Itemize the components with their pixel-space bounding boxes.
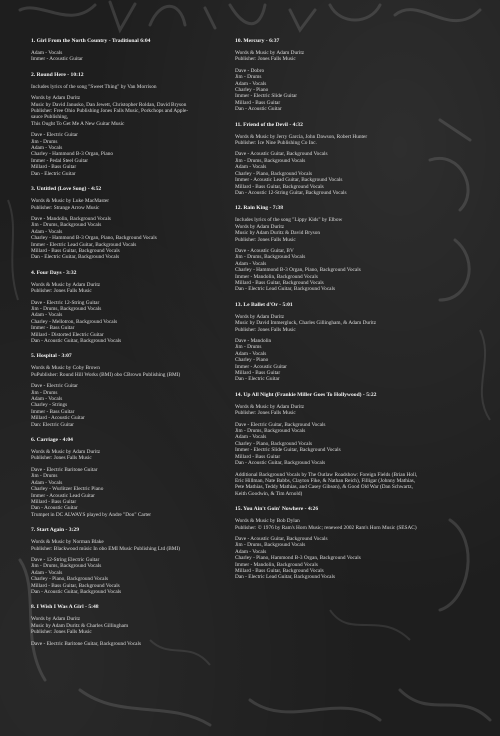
- credit-line: Words & Music by Jerry Garcia, John Dawson, Robert Hunter: [235, 133, 368, 140]
- track-title: 7. Start Again - 3:29: [31, 527, 80, 534]
- credit-line: Music by Adam Duritz & David Bryson: [235, 230, 321, 237]
- credit-line: Immer - Acoustic Lead Guitar: [31, 492, 95, 499]
- track-entry: [235, 122, 475, 197]
- credit-line: Words & Music by Bob Dylan: [235, 518, 300, 525]
- credit-line: Immer - Pedal Steel Guitar: [31, 157, 89, 164]
- track-entry: [31, 270, 227, 345]
- credit-line: Millard - Bass Guitar: [235, 99, 281, 106]
- credit-line: Dave - Mandolin: [235, 338, 272, 344]
- credit-line: Publisher: Ice Nine Publishing Co Inc.: [235, 140, 317, 147]
- credit-line: Immer - Acoustic Lead Guitar, Background Vocals: [235, 177, 343, 184]
- credit-line: Jim - Drums, Background Vocals: [235, 428, 306, 435]
- credit-line: Adam - Vocals: [235, 164, 267, 171]
- credit-line: Charley - Piano, Background Vocals: [31, 576, 109, 583]
- track-title: 5. Hospital - 3:07: [31, 353, 72, 360]
- credit-line: Music by David Janusko, Dan Jewett, Christopher Roldan, David Bryson: [31, 101, 187, 108]
- credit-line: Publisher: Jones Falls Music: [31, 629, 92, 636]
- credit-line: Dave - 12-String Electric Guitar: [31, 556, 100, 563]
- credit-line: Pete Mathias, Teddy Mathias, and Casey Gibson), & Good Old War (Dan Schwartz,: [235, 484, 413, 491]
- credit-line: Keith Goodwin, & Tim Arnold): [235, 490, 303, 497]
- credit-paragraph: [235, 314, 475, 333]
- credit-paragraph: [31, 383, 227, 428]
- credit-paragraph: [235, 151, 475, 196]
- credit-line: Dave - Dobro: [235, 67, 265, 74]
- credit-paragraph: [31, 95, 227, 127]
- track-title: 14. Up All Night (Frankie Miller Goes To Hollywood) - 5:22: [235, 391, 377, 398]
- credit-line: Adam - Vocals: [31, 50, 63, 56]
- credit-paragraph: [235, 518, 475, 531]
- credit-line: Charley - Strings: [31, 402, 68, 409]
- track-entry: [31, 437, 227, 518]
- credit-line: Jim - Drums: [31, 389, 58, 396]
- credit-line: Millard - Bass Guitar: [31, 498, 77, 505]
- credit-line: Words & Music by Adam Duritz: [31, 281, 101, 288]
- track-entry: [235, 506, 475, 581]
- credit-paragraph: [235, 248, 475, 293]
- track-entry: [235, 392, 475, 497]
- credit-line: Immer - Electric Slide Guitar: [235, 93, 298, 100]
- track-title: 11. Friend of the Devil - 4:32: [235, 121, 303, 128]
- credit-paragraph: [235, 338, 475, 383]
- credit-line: Includes lyrics of the song "Sweet Thing" by Van Morrison: [31, 83, 157, 90]
- credit-line: Charley - Piano, Hammond B-3 Organ, Background Vocals: [235, 555, 361, 562]
- credit-line: Dave - Electric Baritone Guitar, Background Vocals: [31, 640, 142, 647]
- credit-line: Millard - Acoustic Guitar: [31, 415, 85, 422]
- credit-line: Millard - Bass Guitar: [31, 164, 77, 171]
- credit-line: Publisher: Free Ohio Publishing Jones Falls Music, Porkchops and Apple-: [31, 108, 189, 115]
- credits-column-left: [31, 38, 227, 656]
- credit-line: Dave - Acoustic Guitar, BV: [235, 247, 294, 254]
- track-entry: [235, 302, 475, 383]
- credit-line: Charley - Hammond B-3 Organ, Piano: [31, 151, 113, 158]
- credit-line: Words & Music by Adam Duritz: [235, 403, 305, 410]
- credit-line: Adam - Vocals: [235, 350, 267, 357]
- credit-line: Dan - Electric Lead Guitar, Background Vocals: [235, 574, 336, 581]
- credit-line: Adam - Vocals: [31, 145, 63, 152]
- track-entry: [31, 186, 227, 261]
- credit-paragraph: [235, 422, 475, 467]
- credit-line: Adam - Vocals: [31, 312, 63, 319]
- track-title: 1. Girl From the North Country - Traditional 6:04: [31, 38, 151, 44]
- credit-line: Dan - Acoustic 12-String Guitar, Background Vocals: [235, 189, 347, 196]
- credit-line: Dave - Acoustic Guitar, Background Vocals: [235, 151, 328, 158]
- credit-paragraph: [235, 472, 475, 498]
- credit-line: Jim - Drums: [235, 74, 262, 81]
- track-title: 3. Untitled (Love Song) - 4:52: [31, 186, 102, 193]
- credit-line: Jim - Drums: [31, 138, 58, 145]
- credit-line: Publisher: Jones Falls Music: [235, 236, 296, 243]
- credit-paragraph: [31, 365, 227, 378]
- track-title: 4. Four Days - 3:32: [31, 269, 77, 276]
- credit-line: Charley - Mellotron, Background Vocals: [31, 318, 118, 325]
- credit-line: Additional Background Vocals by The Outlaw Roadshow: Foreign Fields (Brian Holl,: [235, 471, 418, 478]
- credit-line: Publisher: Blackwood müsic In obo EMI Music Publishing Ltd (BMI): [31, 545, 181, 552]
- credit-line: Words by Adam Duritz: [31, 616, 81, 623]
- credit-line: Charley - Piano: [235, 87, 269, 94]
- credit-line: Charley - Hammond B-3 Organ, Piano, Background Vocals: [31, 235, 157, 242]
- credit-line: Publisher: © 1976 by Ram's Horn Music; renewed 2002 Ram's Horn Music (SESAC): [235, 524, 417, 531]
- credit-line: Charley - Piano: [235, 357, 269, 364]
- credit-line: Dan - Electric Guitar: [235, 376, 280, 383]
- credit-line: Adam - Vocals: [31, 569, 63, 576]
- credit-line: Publisher: Jones Falls Music: [31, 455, 92, 462]
- credit-line: Immer - Electric Slide Guitar, Background Vocals: [235, 447, 341, 454]
- credit-paragraph: [31, 557, 227, 595]
- credit-line: Jim - Drums, Background Vocals: [31, 563, 102, 570]
- credit-paragraph: [31, 449, 227, 462]
- credit-line: Words & Music by Adam Duritz: [31, 449, 101, 456]
- credit-line: Jim - Drums: [31, 473, 58, 480]
- credit-line: Adam - Vocals: [31, 396, 63, 403]
- credit-line: Dave - Mandolin, Background Vocals: [31, 215, 111, 222]
- credit-line: Dan: Electric Guitar: [31, 421, 74, 428]
- credit-paragraph: [235, 68, 475, 113]
- credit-line: Millard - Bass Guitar: [235, 453, 281, 460]
- track-entry: [31, 353, 227, 428]
- credit-line: Adam - Vocals: [235, 548, 267, 555]
- track-title: 2. Round Here - 10:12: [31, 71, 84, 78]
- credit-line: Dan - Electric Guitar: [31, 170, 76, 177]
- credit-paragraph: [31, 216, 227, 261]
- credit-line: Dave - Electric Guitar: [31, 132, 78, 139]
- track-entry: [31, 527, 227, 595]
- credit-paragraph: [31, 300, 227, 345]
- credit-paragraph: [235, 50, 475, 63]
- credit-line: Dave - Acoustic Guitar, Background Vocals: [235, 535, 328, 542]
- credit-line: Millard - Bass Guitar, Background Vocals: [235, 567, 324, 574]
- credit-line: Music by Adam Duritz & Charles Gillingham: [31, 622, 129, 629]
- credit-paragraph: [31, 84, 227, 90]
- credit-paragraph: [31, 132, 227, 177]
- credit-paragraph: [31, 198, 227, 211]
- credit-line: Millard - Bass Guitar, Background Vocals: [235, 183, 324, 190]
- track-title: 8. I Wish I Was A Girl - 5:48: [31, 604, 99, 611]
- credit-line: Dan - Acoustic Guitar: [235, 106, 282, 113]
- credit-line: Publisher: Strange Arrow Music: [31, 204, 100, 211]
- credit-line: Publisher: Jones Falls Music: [235, 56, 296, 63]
- track-title: 6. Carriage - 4:04: [31, 437, 73, 444]
- credit-line: sauce Publishing,: [31, 114, 69, 121]
- credit-line: Music by David Immergluck, Charles Gillingham, & Adam Duritz: [235, 320, 377, 327]
- credit-line: Dave - Electric Guitar: [31, 383, 78, 390]
- credit-paragraph: [235, 536, 475, 581]
- credit-paragraph: [31, 641, 227, 647]
- credit-line: Immer - Acoustic Guitar: [235, 363, 287, 370]
- credit-paragraph: [235, 134, 475, 147]
- credit-line: Publisher: Jones Falls Music: [235, 326, 296, 333]
- credit-line: Immer - Acoustic Guitar: [31, 56, 83, 63]
- track-title: 13. Le Ballet d'Or - 5:01: [235, 301, 293, 308]
- credit-line: Charley - Wurlitzer Electric Piano: [31, 486, 104, 493]
- credit-line: Dave - Electric 12-String Guitar: [31, 299, 100, 306]
- credit-line: Millard - Bass Guitar: [235, 370, 281, 377]
- credit-line: Adam - Vocals: [235, 260, 267, 267]
- credit-line: Words & Music by Adam Duritz: [235, 50, 305, 56]
- credit-line: Immer - Bass Guitar: [31, 325, 75, 332]
- credit-line: Words & Music by Norman Blake: [31, 539, 104, 546]
- track-entry: [31, 72, 227, 177]
- credit-line: Jim - Drums, Background Vocals: [31, 222, 102, 229]
- credits-columns: [0, 38, 500, 728]
- credit-line: Eric Hillman, Nate Babbs, Clayton Fike, & Nathan Reich), Filligar (Johnny Mathias,: [235, 477, 416, 484]
- credit-line: Includes lyrics of the song "Lippy Kids" by Elbow: [235, 217, 343, 224]
- credit-line: Dan - Acoustic Guitar: [31, 505, 78, 512]
- credit-paragraph: [235, 217, 475, 243]
- credit-line: This Ought To Get Me A New Guitar Music: [31, 120, 125, 127]
- credit-line: Words & Music by Luke MacMaster: [31, 198, 109, 205]
- credit-line: Charley - Hammond B-3 Organ, Piano, Background Vocals: [235, 267, 361, 274]
- credit-line: Words & Music by Coby Brown: [31, 365, 100, 372]
- credit-line: Dave - Electric Guitar, Background Vocals: [235, 421, 326, 428]
- track-entry: [235, 38, 475, 113]
- track-title: 10. Mercury - 6:37: [235, 38, 280, 44]
- credit-line: Millard - Bass Guitar, Background Vocals: [235, 279, 324, 286]
- credit-line: Adam - Vocals: [235, 434, 267, 441]
- credit-line: Dave - Electric Baritone Guitar: [31, 466, 98, 473]
- track-entry: [235, 205, 475, 292]
- credit-line: Charley - Piano, Background Vocals: [235, 440, 313, 447]
- credit-line: Jim - Drums: [235, 344, 262, 351]
- track-title: 12. Rain King - 7:38: [235, 205, 284, 212]
- credit-line: Words by Adam Duritz: [31, 95, 81, 102]
- credit-line: Words by Adam Duritz: [235, 313, 285, 320]
- credit-line: Dan - Electric Lead Guitar, Background Vocals: [235, 286, 336, 293]
- credit-line: Charley - Piano, Background Vocals: [235, 170, 313, 177]
- credit-line: Adam - Vocals: [31, 228, 63, 235]
- credit-line: Dan - Acoustic Guitar, Background Vocals: [31, 338, 122, 344]
- credit-line: Words by Adam Duritz: [235, 223, 285, 230]
- credit-line: Jim - Drums, Background Vocals: [235, 254, 306, 261]
- credit-paragraph: [31, 539, 227, 552]
- credit-line: Adam - Vocals: [235, 80, 267, 87]
- credit-line: Publisher: Jones Falls Music: [235, 410, 296, 417]
- credit-line: Immer - Electric Lead Guitar, Background Vocals: [31, 241, 137, 248]
- credit-line: PuPublisher: Round Hill Works (BMI) obo CBrown Publishing (BMI): [31, 371, 181, 378]
- credit-line: Trumpet in DC ALWAYS played by Andre "Don" Carter: [31, 511, 152, 518]
- credit-line: Millard - Bass Guitar, Background Vocals: [31, 582, 120, 589]
- credit-line: Jim - Drums, Background Vocals: [235, 157, 306, 164]
- credit-line: Jim - Drums, Background Vocals: [31, 305, 102, 312]
- credit-line: Publisher: Jones Falls Music: [31, 288, 92, 295]
- credit-line: Adam - Vocals: [31, 479, 63, 486]
- track-entry: [31, 604, 227, 647]
- credit-paragraph: [235, 404, 475, 417]
- credit-paragraph: [31, 282, 227, 295]
- credit-line: Jim - Drums, Background Vocals: [235, 542, 306, 549]
- credit-line: Dan - Electric Guitar, Background Vocals: [31, 254, 120, 261]
- credit-line: Dan - Acoustic Guitar, Background Vocals: [31, 588, 122, 595]
- credit-line: Dan - Acoustic Guitar, Background Vocals: [235, 460, 326, 467]
- credit-paragraph: [31, 467, 227, 518]
- credit-line: Millard - Distorted Electric Guitar: [31, 331, 104, 338]
- track-entry: [31, 38, 227, 63]
- credit-line: Immer - Bass Guitar: [31, 408, 75, 415]
- credits-column-right: [235, 38, 475, 590]
- credit-line: Immer - Mandolin, Background Vocals: [235, 561, 318, 568]
- track-title: 15. You Ain't Goin' Nowhere - 4:26: [235, 506, 319, 513]
- credit-line: Immer - Mandolin, Background Vocals: [235, 273, 318, 280]
- credit-paragraph: [31, 50, 227, 63]
- credit-paragraph: [31, 616, 227, 635]
- credit-line: Millard - Bass Guitar, Background Vocals: [31, 247, 120, 254]
